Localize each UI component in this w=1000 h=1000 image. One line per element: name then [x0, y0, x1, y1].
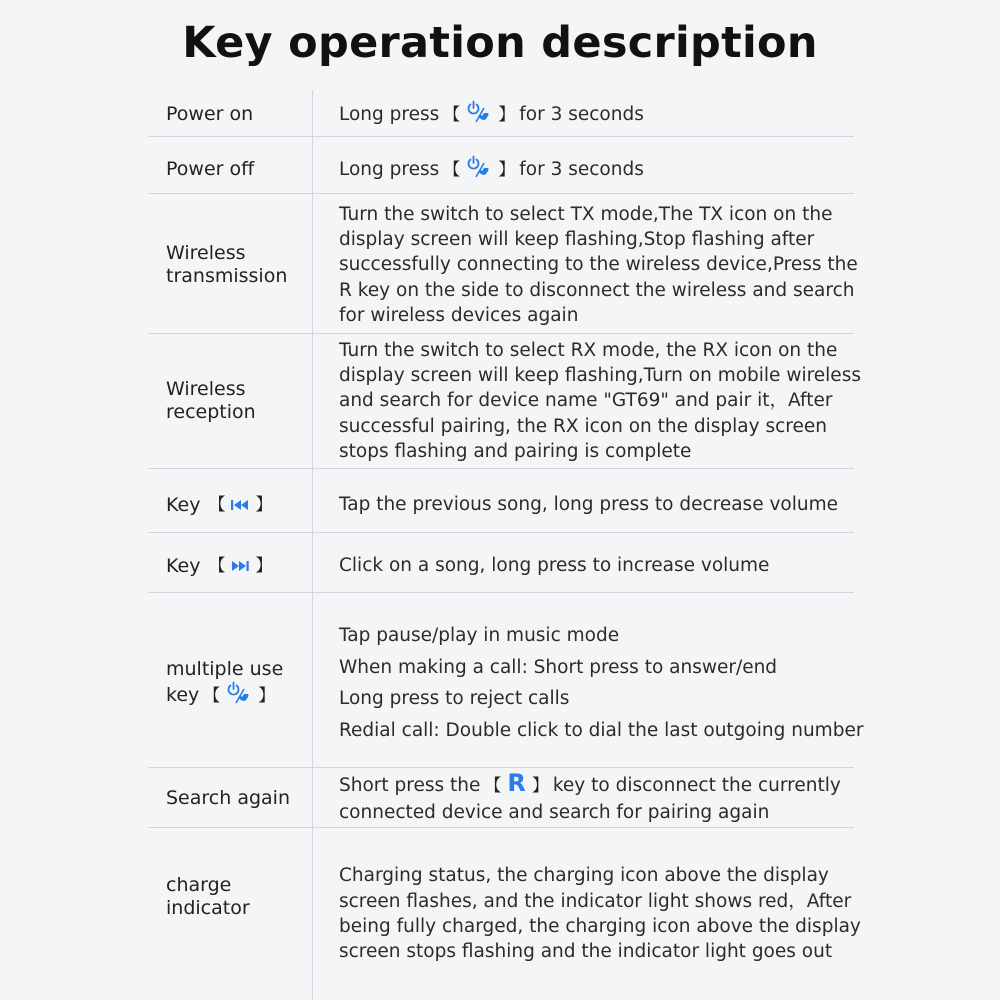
row-label-line1: multiple use	[166, 658, 284, 680]
row-label-group: Key 【 】	[166, 554, 273, 577]
row-description: Click on a song, long press to increase volume	[339, 555, 770, 577]
table-row-power-off	[148, 146, 854, 192]
previous-track-icon	[229, 498, 251, 512]
table-row-search-again	[148, 770, 854, 826]
table-row-power-on	[148, 92, 854, 136]
row-description: Charging status, the charging icon above the display screen flashes, and the indicator light shows red，After being fully charged, the charging icon above the display screen stops flashing and the indicator light goes out	[339, 865, 861, 963]
row-description: Short press the 【 R 】 key to disconnect the currently connected device and search for pairing again	[339, 769, 841, 823]
row-divider	[148, 767, 854, 768]
row-label: Power on	[166, 102, 254, 125]
desc-prefix: Long press	[339, 158, 440, 180]
row-divider	[148, 592, 854, 593]
list-item: Redial call: Double click to dial the last outgoing number	[339, 719, 864, 741]
r-key-icon: R	[507, 769, 526, 798]
row-label-group	[166, 600, 314, 766]
row-label: Key	[166, 554, 201, 577]
list-item: When making a call: Short press to answer/end	[339, 656, 778, 678]
table-row-wireless-reception	[148, 336, 861, 466]
desc-suffix: for 3 seconds	[519, 103, 644, 125]
desc-prefix: Short press the	[339, 775, 481, 797]
row-description	[339, 600, 869, 766]
desc-suffix: key to disconnect the currently connected device and search for pairing again	[339, 775, 841, 823]
row-divider	[148, 468, 854, 469]
row-label-line2: key	[166, 684, 200, 706]
row-label: Wireless reception	[166, 378, 256, 423]
list-item: Long press to reject calls	[339, 688, 570, 709]
row-label: Key	[166, 493, 201, 516]
row-divider	[148, 532, 854, 533]
table-row-multiple-use-key	[148, 600, 864, 766]
row-description: Turn the switch to select TX mode,The TX icon on the display screen will keep flashing,Stop flashing after successfully connecting to the wireless device,Press the R key on the side to disconnect the wireless and search for wireless devices again	[339, 203, 858, 326]
row-divider	[148, 193, 854, 194]
power-phone-icon	[464, 155, 494, 179]
desc-suffix: for 3 seconds	[519, 158, 644, 180]
row-label: Wireless transmission	[166, 242, 288, 287]
row-description: Long press 【 】 for 3 seconds	[339, 146, 869, 192]
table-row-charge-indicator	[148, 844, 861, 984]
table-row-wireless-transmission	[148, 200, 858, 330]
table-row-key-previous	[148, 478, 854, 532]
power-phone-icon	[464, 100, 494, 124]
table-row-key-next	[148, 540, 854, 592]
row-label-line2-group: key 【 】	[166, 681, 279, 708]
next-track-icon	[229, 559, 251, 573]
row-divider	[148, 827, 854, 828]
row-description: Long press 【 】 for 3 seconds	[339, 92, 869, 136]
row-divider	[148, 333, 854, 334]
row-label: Search again	[166, 786, 290, 809]
power-phone-icon	[224, 681, 254, 705]
desc-prefix: Long press	[339, 103, 440, 125]
row-description: Turn the switch to select RX mode, the RX icon on the display screen will keep flashing,Turn on mobile wireless and search for device name "GT69" and pair it，After successful pairing, the RX icon on the display screen stops flashing and pairing is complete	[339, 339, 861, 462]
row-label-group: Key 【 】	[166, 493, 273, 516]
row-description: Tap the previous song, long press to decrease volume	[339, 494, 838, 516]
row-label: Power off	[166, 157, 255, 180]
row-label: charge indicator	[166, 874, 250, 919]
list-item: Tap pause/play in music mode	[339, 625, 620, 646]
row-divider	[148, 136, 854, 137]
page-title: Key operation description	[182, 18, 818, 68]
